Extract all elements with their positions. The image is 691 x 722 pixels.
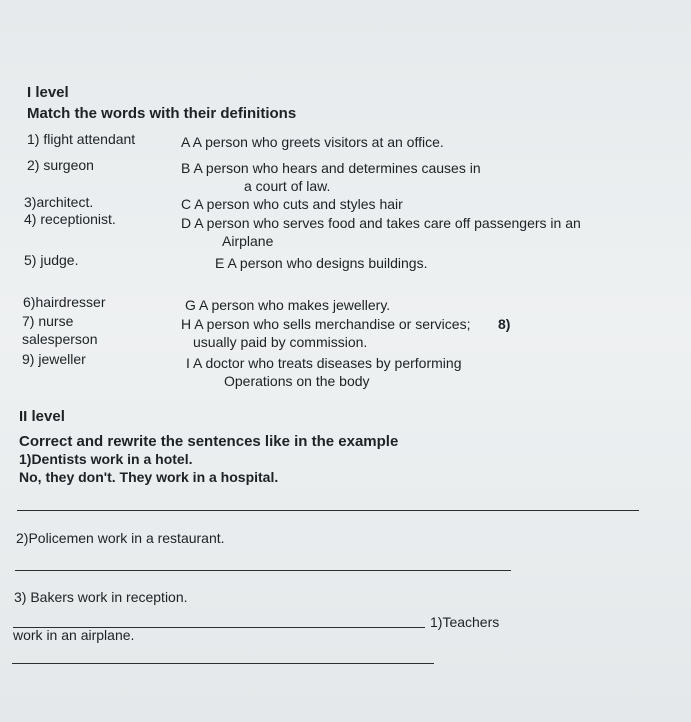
definition-item: 8) — [498, 316, 511, 332]
word-item: 7) nurse — [22, 313, 74, 329]
sentence-item: work in an airplane. — [13, 627, 135, 643]
word-item: 2) surgeon — [27, 157, 94, 173]
definition-item: usually paid by commission. — [193, 334, 368, 350]
word-item: 9) jeweller — [22, 351, 86, 367]
definition-item: G A person who makes jewellery. — [185, 297, 391, 313]
definition-item: D A person who serves food and takes care off passengers in an — [181, 215, 581, 231]
answer-line — [15, 570, 511, 571]
sentence-item: 2)Policemen work in a restaurant. — [16, 530, 225, 546]
sentence-item: 3) Bakers work in reception. — [14, 589, 188, 605]
word-item: 5) judge. — [24, 252, 79, 268]
word-item: 6)hairdresser — [23, 294, 106, 310]
sentence-item: 1)Teachers — [430, 614, 500, 630]
example-prompt: 1)Dentists work in a hotel. — [19, 451, 193, 467]
definition-item: Airplane — [222, 233, 274, 249]
word-item: salesperson — [22, 331, 98, 347]
definition-item: H A person who sells merchandise or services; — [181, 316, 471, 332]
answer-line — [12, 663, 434, 664]
word-item: 3)architect. — [24, 194, 94, 210]
definition-item: a court of law. — [244, 178, 331, 194]
level2-instruction: Correct and rewrite the sentences like in the example — [19, 433, 399, 450]
word-item: 4) receptionist. — [24, 211, 116, 227]
level1-instruction: Match the words with their definitions — [27, 105, 297, 122]
definition-item: A A person who greets visitors at an office. — [181, 134, 444, 150]
definition-item: Operations on the body — [224, 373, 370, 389]
word-item: 1) flight attendant — [27, 131, 136, 147]
level2-title: II level — [19, 408, 65, 425]
definition-item: E A person who designs buildings. — [215, 255, 428, 271]
definition-item: C A person who cuts and styles hair — [181, 196, 403, 212]
definition-item: B A person who hears and determines causes in — [181, 160, 481, 176]
level1-title: I level — [27, 84, 69, 101]
answer-line — [17, 510, 639, 511]
definition-item: I A doctor who treats diseases by performing — [186, 355, 462, 371]
example-answer: No, they don't. They work in a hospital. — [19, 469, 279, 485]
